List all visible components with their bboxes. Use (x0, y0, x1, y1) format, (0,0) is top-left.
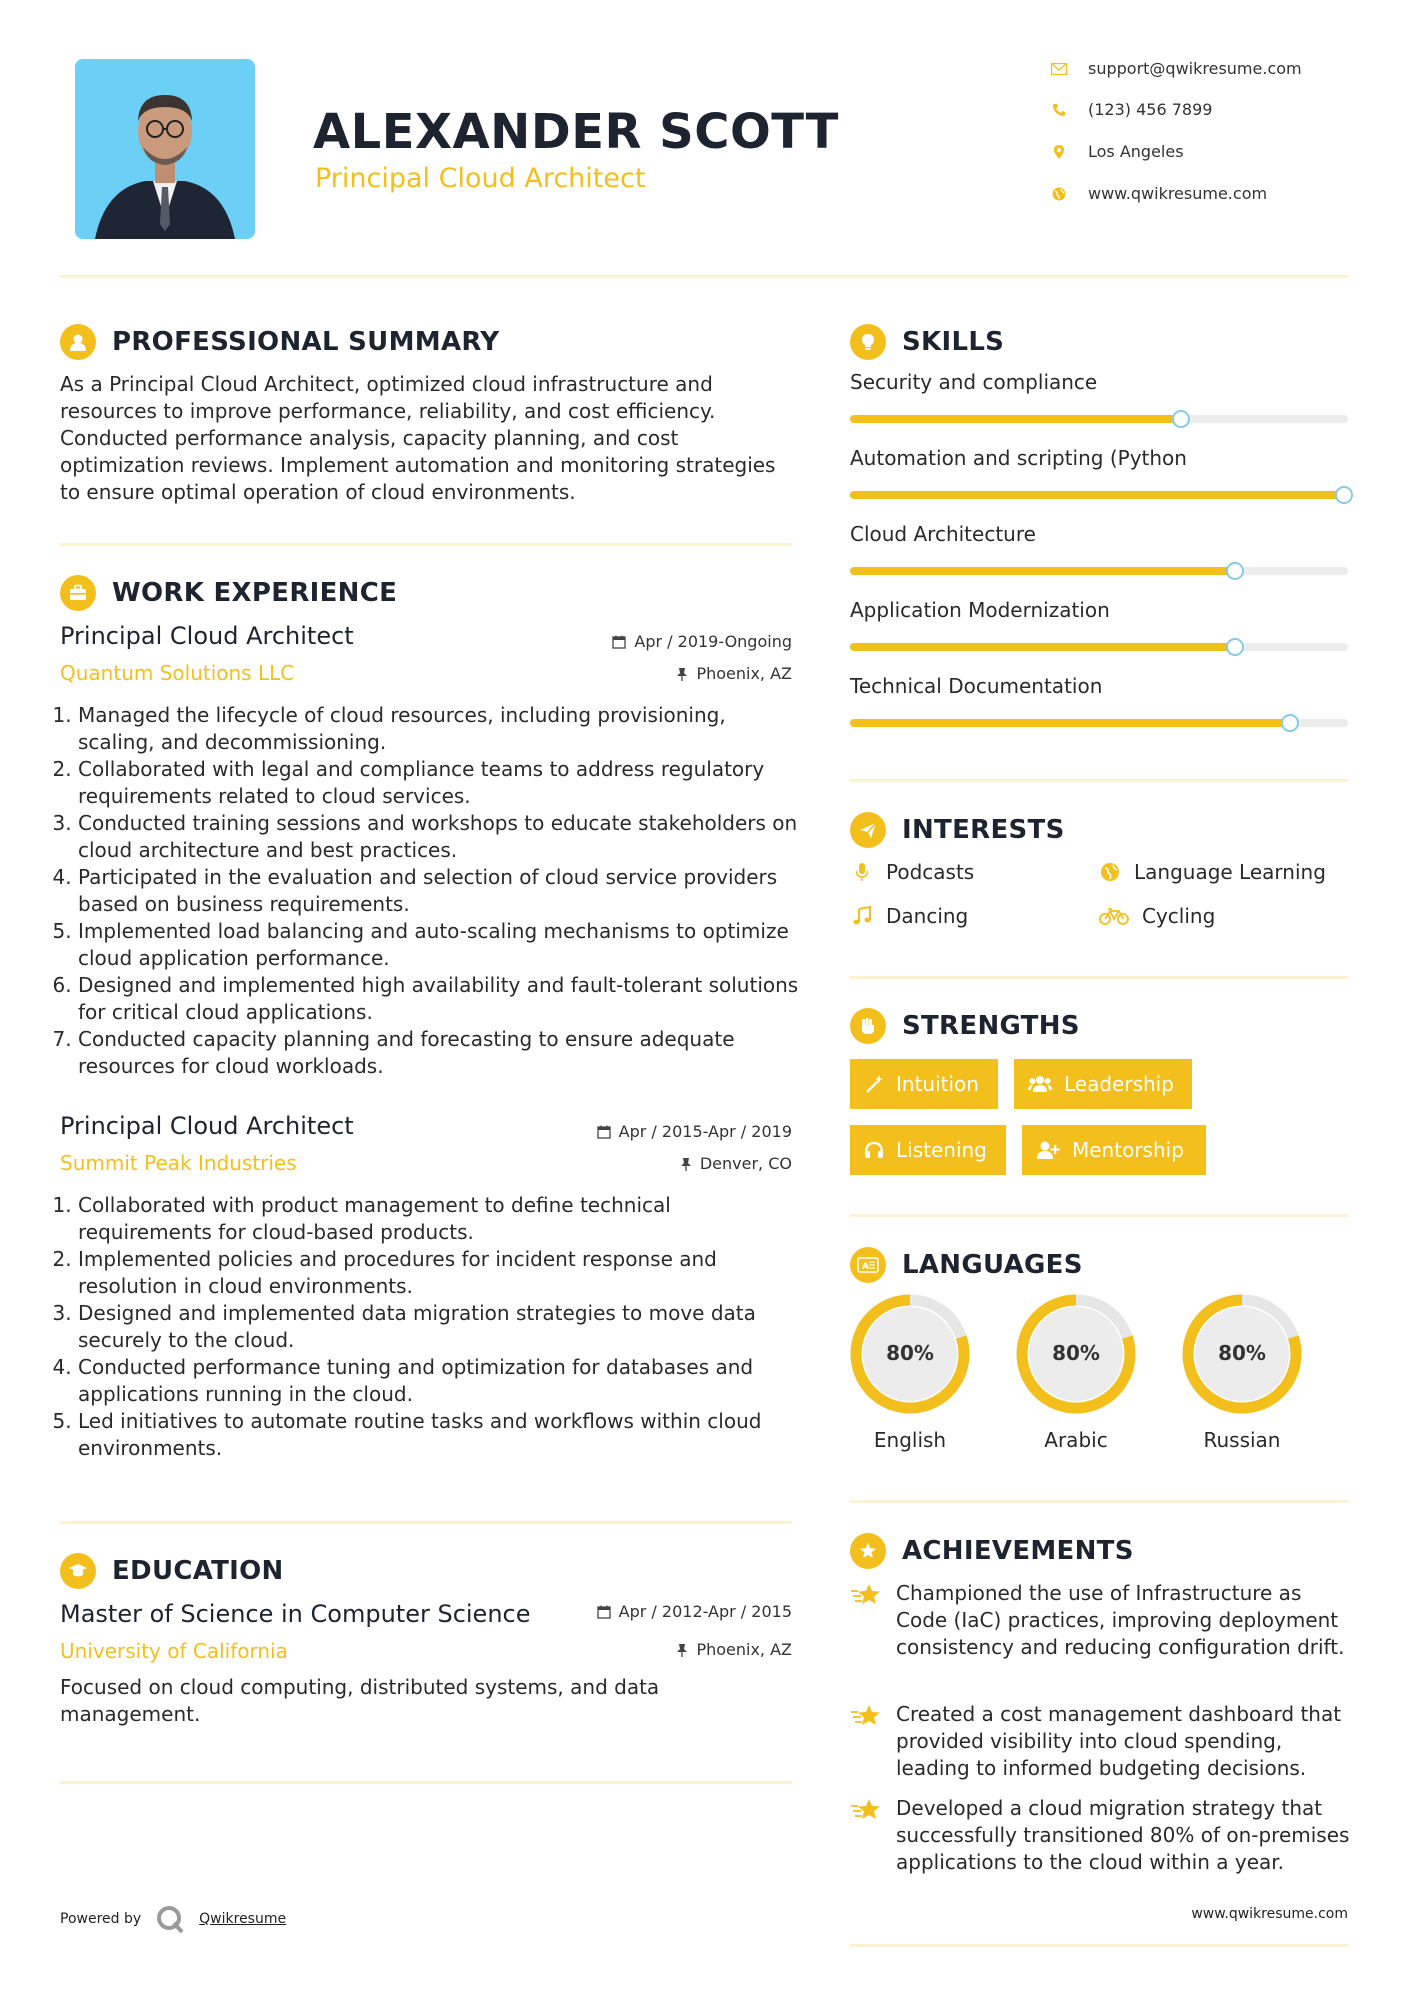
job-1-location (500, 664, 792, 683)
languages-divider (850, 1500, 1348, 1503)
list-item: 4. Conducted performance tuning and optimization for databases and applications running in the cloud. (78, 1354, 800, 1408)
language-percent: 80% (1218, 1341, 1266, 1365)
job-1-dates-text: Apr / 2019-Ongoing (634, 632, 792, 651)
interest-dancing (850, 904, 968, 928)
experience-title: WORK EXPERIENCE (112, 578, 398, 608)
strength-label: Leadership (1064, 1072, 1174, 1096)
candidate-name: ALEXANDER SCOTT (313, 104, 839, 160)
languages-heading (850, 1247, 1083, 1283)
skills-divider (850, 779, 1348, 782)
interest-language-learning (1098, 860, 1326, 884)
contact-location (1050, 142, 1360, 161)
fist-icon (850, 1008, 886, 1044)
language-name: English (873, 1428, 947, 1452)
skill-label: Automation and scripting (Python (850, 446, 1187, 470)
skill-bar-fill (850, 567, 1235, 575)
summary-text: As a Principal Cloud Architect, optimized cloud infrastructure and resources to improve performance, reliability, and cost efficiency. Conducted performance analysis, capacity planning, and cost optimization reviews. Implement automation and monitoring strategies to ensure optimal operation of cloud environments. (60, 372, 776, 504)
list-item: 6. Designed and implemented high availability and fault-tolerant solutions for critical cloud applications. (78, 972, 800, 1026)
achievement-text: Developed a cloud migration strategy that successfully transitioned 80% of on-premises applications to the cloud within a year. (896, 1796, 1350, 1874)
language-percent: 80% (886, 1341, 934, 1365)
profile-photo (75, 59, 255, 239)
language-name: Russian (1203, 1428, 1281, 1452)
achievement-item (850, 1795, 1350, 1876)
lightbulb-icon (850, 324, 886, 360)
briefcase-icon (60, 575, 96, 611)
svg-text:A: A (862, 1262, 869, 1272)
list-item: 7. Conducted capacity planning and forecasting to ensure adequate resources for cloud workloads. (78, 1026, 800, 1080)
interest-podcasts (850, 860, 974, 884)
phone-icon (1050, 101, 1068, 119)
list-item: 1. Managed the lifecycle of cloud resources, including provisioning, scaling, and decommissioning. (78, 702, 800, 756)
star-icon (850, 1580, 886, 1661)
map-pin-icon (1050, 143, 1068, 161)
achievement-text: Championed the use of Infrastructure as Code (IaC) practices, improving deployment consistency and reducing configuration drift. (896, 1581, 1345, 1659)
list-item: 5. Implemented load balancing and auto-scaling mechanisms to optimize cloud application performance. (78, 918, 800, 972)
bicycle-icon (1098, 907, 1130, 925)
footer-website[interactable]: www.qwikresume.com (1191, 1906, 1348, 1922)
strengths-title: STRENGTHS (902, 1011, 1080, 1041)
achievement-item (850, 1580, 1350, 1661)
skill-label: Technical Documentation (850, 674, 1103, 698)
candidate-title: Principal Cloud Architect (315, 163, 646, 194)
skill-label: Cloud Architecture (850, 522, 1036, 546)
job-1-dates (500, 632, 792, 651)
magic-wand-icon (864, 1074, 884, 1094)
education-dates (500, 1602, 792, 1621)
summary-title: PROFESSIONAL SUMMARY (112, 327, 500, 357)
headphones-icon (864, 1140, 884, 1160)
language-ring (1182, 1294, 1302, 1414)
contact-phone-text: (123) 456 7899 (1088, 100, 1213, 119)
language-ring (1016, 1294, 1136, 1414)
list-item: 5. Led initiatives to automate routine tasks and workflows within cloud environments. (78, 1408, 800, 1462)
pushpin-icon (676, 667, 688, 681)
summary-divider (60, 543, 792, 546)
job-1-duties (60, 702, 800, 1080)
interests-heading (850, 812, 1065, 848)
strengths-heading (850, 1008, 1080, 1044)
powered-by (60, 1904, 286, 1934)
contact-email[interactable] (1050, 59, 1360, 78)
skill-bar-knob (1172, 410, 1190, 428)
globe-icon (1050, 185, 1068, 203)
skills-heading (850, 324, 1004, 360)
job-2-dates-text: Apr / 2015-Apr / 2019 (618, 1122, 792, 1141)
header-divider (60, 275, 1348, 278)
skill-label: Security and compliance (850, 370, 1098, 394)
experience-divider (60, 1521, 792, 1524)
achievements-divider (850, 1944, 1348, 1947)
skill-bar-fill (850, 719, 1290, 727)
graduation-icon (60, 1553, 96, 1589)
education-location (500, 1640, 792, 1659)
job-1-title: Principal Cloud Architect (60, 622, 354, 650)
star-icon (850, 1795, 886, 1876)
user-plus-icon (1036, 1140, 1060, 1160)
list-item: 2. Collaborated with legal and compliance teams to address regulatory requirements related to cloud services. (78, 756, 800, 810)
contact-website-text: www.qwikresume.com (1088, 184, 1268, 203)
skill-bar-knob (1281, 714, 1299, 732)
qwikresume-link[interactable]: Qwikresume (199, 1911, 287, 1927)
languages-title: LANGUAGES (902, 1250, 1083, 1280)
education-degree: Master of Science in Computer Science (60, 1600, 531, 1628)
star-badge-icon (850, 1533, 886, 1569)
list-item: 4. Participated in the evaluation and selection of cloud service providers based on business requirements. (78, 864, 800, 918)
achievement-item (850, 1701, 1350, 1782)
paper-plane-icon (850, 812, 886, 848)
music-note-icon (850, 906, 874, 926)
list-item: 3. Conducted training sessions and workshops to educate stakeholders on cloud architecture and best practices. (78, 810, 800, 864)
job-2-dates (500, 1122, 792, 1141)
contact-phone[interactable] (1050, 100, 1360, 119)
skill-bar-knob (1335, 486, 1353, 504)
interests-divider (850, 976, 1348, 979)
skill-label: Application Modernization (850, 598, 1110, 622)
strengths-divider (850, 1214, 1348, 1217)
education-description: Focused on cloud computing, distributed systems, and data management. (60, 1675, 660, 1726)
interests-title: INTERESTS (902, 815, 1065, 845)
calendar-icon (597, 1125, 611, 1139)
star-icon (850, 1701, 886, 1782)
skill-bar (850, 415, 1348, 423)
skill-bar (850, 491, 1348, 499)
language-name: Arabic (1044, 1428, 1108, 1452)
pushpin-icon (680, 1157, 692, 1171)
job-2-company: Summit Peak Industries (60, 1151, 297, 1175)
achievements-heading (850, 1533, 1134, 1569)
interest-label: Language Learning (1134, 860, 1326, 884)
skill-bar-fill (850, 643, 1235, 651)
education-title: EDUCATION (112, 1556, 284, 1586)
qwikresume-logo-icon (155, 1904, 185, 1934)
pushpin-icon (676, 1643, 688, 1657)
skill-bar (850, 567, 1348, 575)
skills-title: SKILLS (902, 327, 1005, 357)
language-ring (850, 1294, 970, 1414)
contact-location-text: Los Angeles (1088, 142, 1184, 161)
microphone-icon (850, 862, 874, 882)
achievement-text: Created a cost management dashboard that provided visibility into cloud spending, leading to informed budgeting decisions. (896, 1702, 1342, 1780)
skill-bar-fill (850, 491, 1344, 499)
education-dates-text: Apr / 2012-Apr / 2015 (618, 1602, 792, 1621)
interest-cycling (1098, 904, 1215, 928)
skill-bar (850, 643, 1348, 651)
interest-label: Dancing (886, 904, 969, 928)
calendar-icon (597, 1605, 611, 1619)
job-1-company: Quantum Solutions LLC (60, 661, 295, 685)
language-percent: 80% (1052, 1341, 1100, 1365)
globe-icon (1098, 862, 1122, 882)
skill-bar-knob (1226, 562, 1244, 580)
contact-website[interactable] (1050, 184, 1360, 203)
strength-label: Intuition (896, 1072, 979, 1096)
summary-heading (60, 324, 499, 360)
achievements-title: ACHIEVEMENTS (902, 1536, 1134, 1566)
skill-bar-knob (1226, 638, 1244, 656)
education-divider (60, 1781, 792, 1784)
interest-label: Cycling (1142, 904, 1216, 928)
language-icon (850, 1247, 886, 1283)
strength-chip-leadership (1014, 1059, 1192, 1109)
list-item: 2. Implemented policies and procedures for incident response and resolution in cloud environments. (78, 1246, 800, 1300)
interest-label: Podcasts (886, 860, 975, 884)
strength-chip-intuition (850, 1059, 998, 1109)
job-1-location-text: Phoenix, AZ (696, 664, 792, 683)
envelope-icon (1050, 60, 1068, 78)
list-item: 1. Collaborated with product management to define technical requirements for cloud-based products. (78, 1192, 800, 1246)
education-heading (60, 1553, 284, 1589)
experience-heading (60, 575, 397, 611)
strength-chip-mentorship (1022, 1125, 1206, 1175)
skill-bar-fill (850, 415, 1181, 423)
skill-bar (850, 719, 1348, 727)
education-school: University of California (60, 1639, 288, 1663)
strength-chip-listening (850, 1125, 1006, 1175)
list-item: 3. Designed and implemented data migration strategies to move data securely to the cloud. (78, 1300, 800, 1354)
powered-by-label: Powered by (60, 1911, 142, 1927)
strength-label: Mentorship (1072, 1138, 1184, 1162)
job-2-location (500, 1154, 792, 1173)
education-location-text: Phoenix, AZ (696, 1640, 792, 1659)
job-2-duties (60, 1192, 800, 1462)
contact-email-text: support@qwikresume.com (1088, 59, 1302, 78)
job-2-location-text: Denver, CO (699, 1154, 792, 1173)
strength-label: Listening (896, 1138, 987, 1162)
calendar-icon (612, 635, 626, 649)
job-2-title: Principal Cloud Architect (60, 1112, 354, 1140)
user-icon (60, 324, 96, 360)
users-icon (1028, 1074, 1052, 1094)
